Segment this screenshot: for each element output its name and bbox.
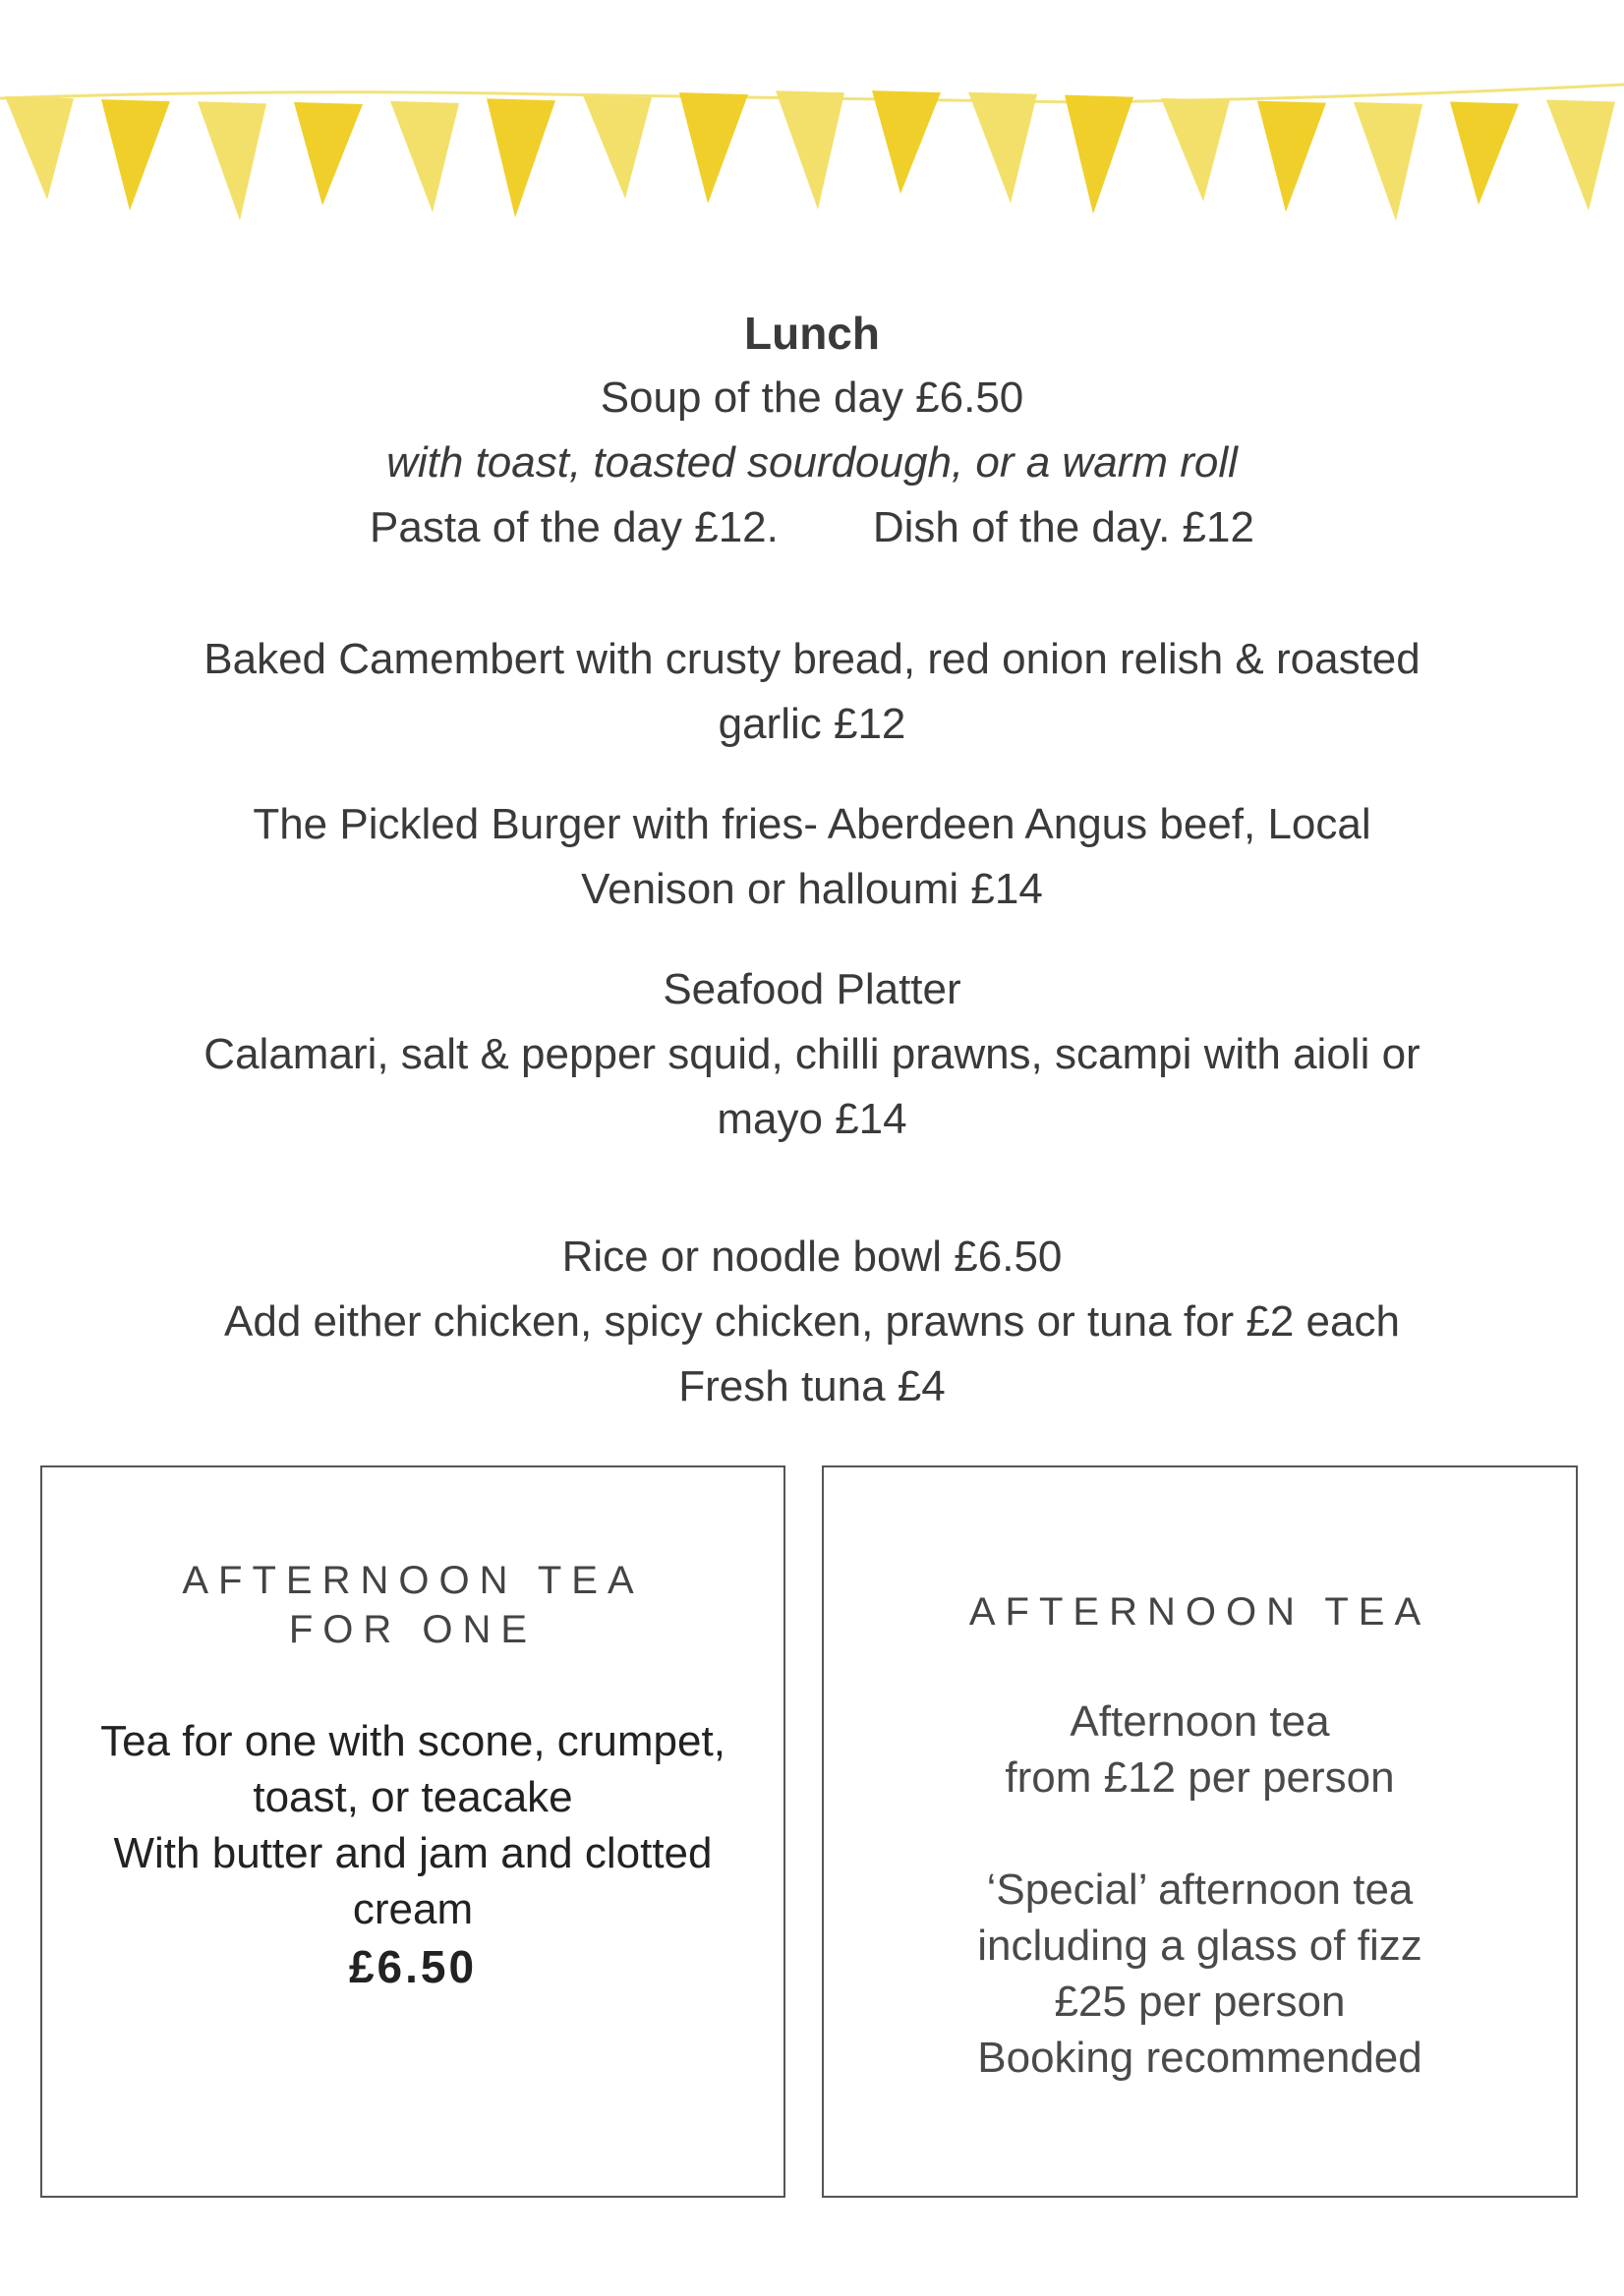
camembert-item: Baked Camembert with crusty bread, red onion relish & roasted garlic £12 xyxy=(203,635,1421,748)
lunch-section xyxy=(0,301,1624,560)
tea-one-line-4: cream xyxy=(352,1885,474,1933)
tea-one-line-1: Tea for one with scone, crumpet, xyxy=(100,1717,725,1765)
daily-specials-row xyxy=(0,495,1624,560)
bunting-flag xyxy=(1546,100,1615,211)
bunting-flag xyxy=(968,92,1037,203)
seafood-desc: Calamari, salt & pepper squid, chilli prawns, scampi with aioli or mayo £14 xyxy=(203,1030,1421,1143)
bunting-flag xyxy=(583,95,652,199)
tea-one-heading-2: FOR ONE xyxy=(288,1608,538,1651)
tea-one-heading-1: AFTERNOON TEA xyxy=(182,1559,644,1602)
bunting-flag xyxy=(5,96,74,200)
bunting-flag xyxy=(101,99,170,210)
bunting-flag xyxy=(487,98,555,217)
pasta-item: Pasta of the day £12. xyxy=(370,503,779,551)
dish-item: Dish of the day. £12 xyxy=(872,503,1254,551)
tea-line-5: £25 per person xyxy=(1054,1978,1346,2026)
bunting-flag xyxy=(1257,101,1326,212)
afternoon-tea-box xyxy=(822,1465,1578,2198)
tea-one-line-3: With butter and jam and clotted xyxy=(113,1829,713,1877)
tea-heading: AFTERNOON TEA xyxy=(968,1590,1431,1634)
fresh-tuna-item: Fresh tuna £4 xyxy=(678,1362,946,1410)
bunting-flag xyxy=(1450,102,1519,205)
bunting-flag xyxy=(1354,102,1422,221)
bunting-flag xyxy=(872,90,941,194)
rice-add-ons: Add either chicken, spicy chicken, prawns or tuna for £2 each xyxy=(224,1297,1400,1346)
soup-note: with toast, toasted sourdough, or a warm roll xyxy=(386,438,1238,487)
bunting-flag xyxy=(390,101,459,212)
tea-one-line-2: toast, or teacake xyxy=(253,1773,573,1821)
tea-line-4: including a glass of fizz xyxy=(977,1922,1422,1970)
bunting-flag xyxy=(294,102,363,205)
afternoon-tea-for-one-box xyxy=(40,1465,785,2198)
seafood-title: Seafood Platter xyxy=(663,965,961,1013)
tea-line-6: Booking recommended xyxy=(977,2034,1422,2082)
rice-item: Rice or noodle bowl £6.50 xyxy=(561,1233,1063,1281)
burger-item: The Pickled Burger with fries- Aberdeen Angus beef, Local Venison or halloumi £14 xyxy=(253,800,1371,913)
tea-line-3: ‘Special’ afternoon tea xyxy=(986,1866,1414,1914)
bunting-flag xyxy=(679,92,748,203)
soup-item: Soup of the day £6.50 xyxy=(600,373,1024,422)
tea-one-price: £6.50 xyxy=(348,1941,478,1992)
lunch-title: Lunch xyxy=(744,308,880,359)
tea-line-2: from £12 per person xyxy=(1005,1753,1395,1802)
bunting-flag xyxy=(776,90,844,209)
bunting-decoration xyxy=(0,0,1624,236)
bunting-flag xyxy=(1161,98,1230,201)
bunting-flag xyxy=(1065,95,1133,214)
tea-line-1: Afternoon tea xyxy=(1070,1697,1330,1746)
bunting-flag xyxy=(198,101,266,220)
